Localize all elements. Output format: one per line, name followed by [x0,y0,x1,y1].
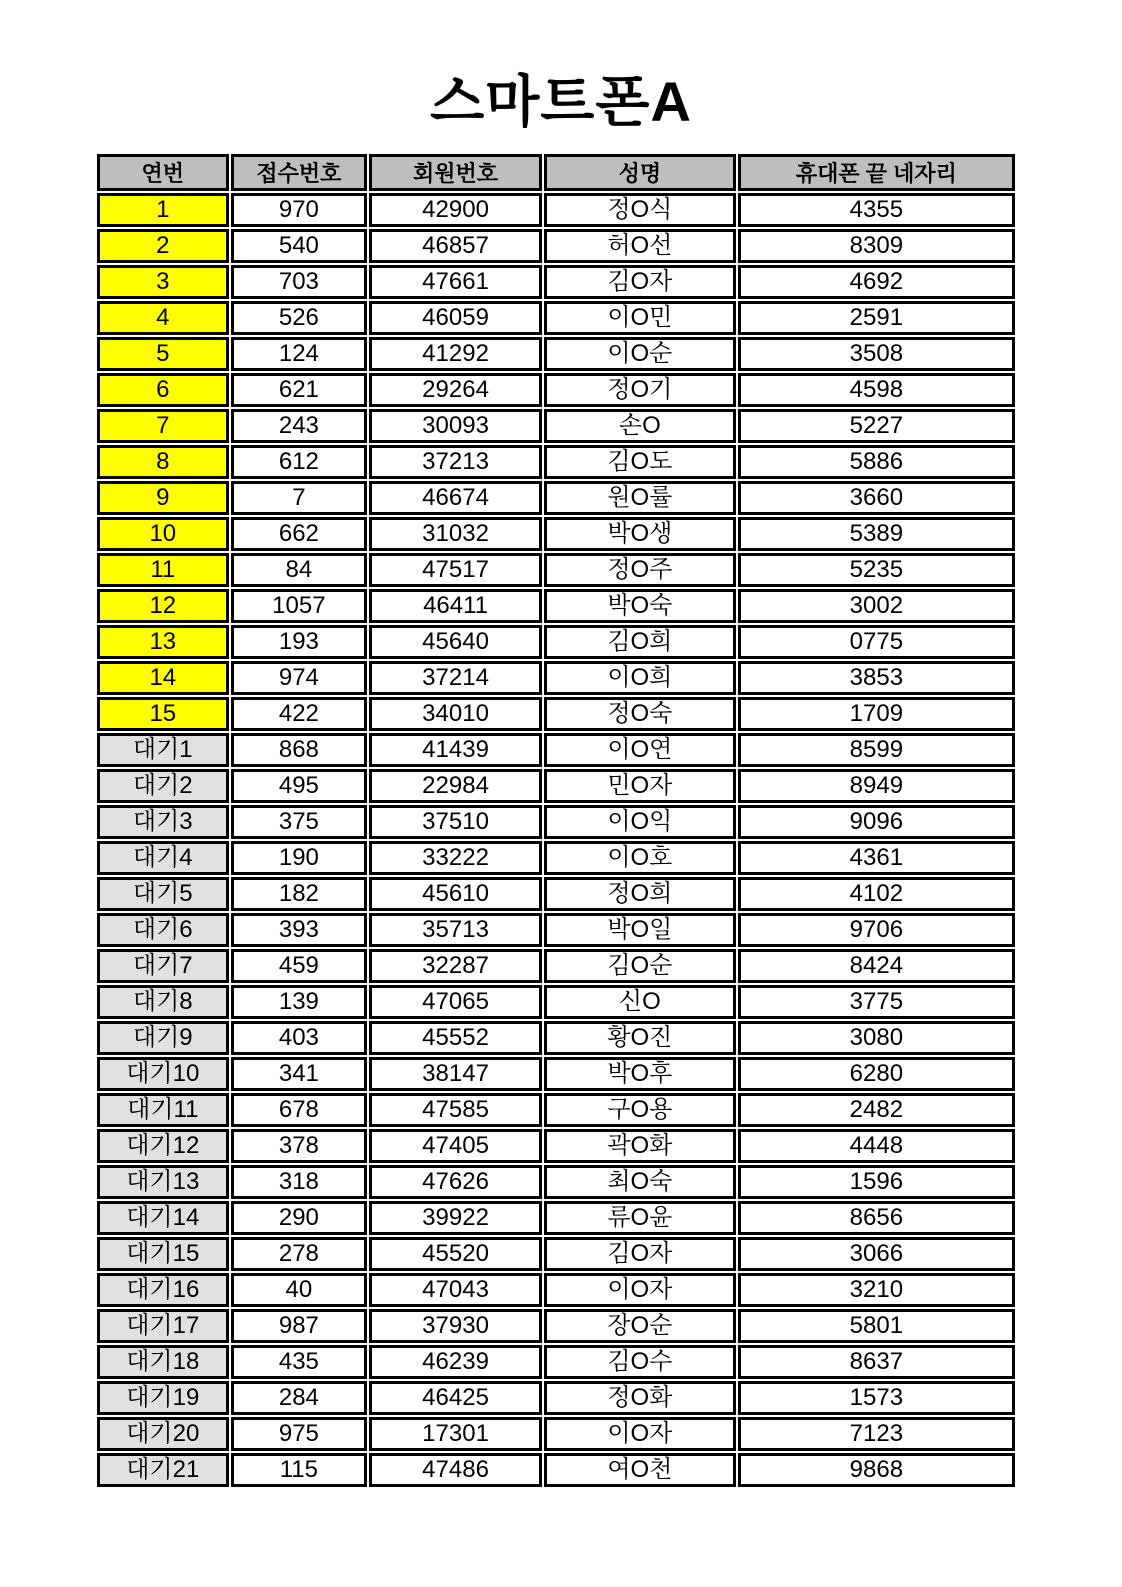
phone-cell: 8599 [738,733,1015,767]
col-header-phone: 휴대폰 끝 네자리 [738,154,1015,191]
receipt-cell: 378 [231,1129,368,1163]
phone-cell: 8949 [738,769,1015,803]
table-row [97,1021,1015,1055]
phone-cell: 6280 [738,1057,1015,1091]
name-cell: 허O선 [544,229,736,263]
table-row [97,193,1015,227]
serial-cell: 대기14 [97,1201,229,1235]
name-cell: 황O진 [544,1021,736,1055]
col-header-name: 성명 [544,154,736,191]
phone-cell: 5886 [738,445,1015,479]
receipt-cell: 290 [231,1201,368,1235]
member-cell: 47486 [369,1453,542,1487]
member-cell: 29264 [369,373,542,407]
serial-cell: 대기1 [97,733,229,767]
member-cell: 39922 [369,1201,542,1235]
name-cell: 류O윤 [544,1201,736,1235]
table-row [97,769,1015,803]
name-cell: 이O호 [544,841,736,875]
name-cell: 정O주 [544,553,736,587]
receipt-cell: 278 [231,1237,368,1271]
name-cell: 이O자 [544,1273,736,1307]
receipt-cell: 193 [231,625,368,659]
name-cell: 이O연 [544,733,736,767]
member-cell: 41439 [369,733,542,767]
serial-cell: 6 [97,373,229,407]
phone-cell: 9706 [738,913,1015,947]
roster-table [95,152,1017,1489]
member-cell: 32287 [369,949,542,983]
member-cell: 38147 [369,1057,542,1091]
member-cell: 37213 [369,445,542,479]
phone-cell: 5801 [738,1309,1015,1343]
name-cell: 김O자 [544,265,736,299]
name-cell: 이O익 [544,805,736,839]
serial-cell: 대기11 [97,1093,229,1127]
name-cell: 김O희 [544,625,736,659]
phone-cell: 8637 [738,1345,1015,1379]
table-row [97,265,1015,299]
serial-cell: 13 [97,625,229,659]
receipt-cell: 974 [231,661,368,695]
table-row [97,841,1015,875]
table-row [97,1381,1015,1415]
page-title: 스마트폰A [430,70,692,133]
receipt-cell: 375 [231,805,368,839]
phone-cell: 1709 [738,697,1015,731]
receipt-cell: 341 [231,1057,368,1091]
member-cell: 46239 [369,1345,542,1379]
name-cell: 정O희 [544,877,736,911]
receipt-cell: 139 [231,985,368,1019]
col-header-serial: 연번 [97,154,229,191]
receipt-cell: 703 [231,265,368,299]
member-cell: 17301 [369,1417,542,1451]
name-cell: 여O천 [544,1453,736,1487]
receipt-cell: 435 [231,1345,368,1379]
receipt-cell: 495 [231,769,368,803]
table-row [97,1093,1015,1127]
serial-cell: 대기4 [97,841,229,875]
member-cell: 33222 [369,841,542,875]
receipt-cell: 40 [231,1273,368,1307]
table-row [97,553,1015,587]
receipt-cell: 84 [231,553,368,587]
table-row [97,409,1015,443]
serial-cell: 4 [97,301,229,335]
receipt-cell: 526 [231,301,368,335]
phone-cell: 4448 [738,1129,1015,1163]
phone-cell: 1573 [738,1381,1015,1415]
serial-cell: 12 [97,589,229,623]
member-cell: 45520 [369,1237,542,1271]
col-header-receipt: 접수번호 [231,154,368,191]
table-row [97,985,1015,1019]
serial-cell: 14 [97,661,229,695]
member-cell: 31032 [369,517,542,551]
receipt-cell: 115 [231,1453,368,1487]
phone-cell: 5389 [738,517,1015,551]
member-cell: 37214 [369,661,542,695]
phone-cell: 4598 [738,373,1015,407]
receipt-cell: 403 [231,1021,368,1055]
serial-cell: 대기10 [97,1057,229,1091]
member-cell: 45552 [369,1021,542,1055]
receipt-cell: 7 [231,481,368,515]
member-cell: 41292 [369,337,542,371]
table-row [97,1201,1015,1235]
serial-cell: 대기12 [97,1129,229,1163]
name-cell: 정O기 [544,373,736,407]
serial-cell: 9 [97,481,229,515]
phone-cell: 4361 [738,841,1015,875]
phone-cell: 3660 [738,481,1015,515]
phone-cell: 3210 [738,1273,1015,1307]
table-row [97,1165,1015,1199]
receipt-cell: 612 [231,445,368,479]
serial-cell: 8 [97,445,229,479]
table-row [97,877,1015,911]
receipt-cell: 182 [231,877,368,911]
member-cell: 45640 [369,625,542,659]
serial-cell: 10 [97,517,229,551]
header-row [97,154,1015,191]
name-cell: 민O자 [544,769,736,803]
serial-cell: 대기8 [97,985,229,1019]
phone-cell: 4692 [738,265,1015,299]
receipt-cell: 678 [231,1093,368,1127]
member-cell: 46411 [369,589,542,623]
receipt-cell: 422 [231,697,368,731]
phone-cell: 9096 [738,805,1015,839]
name-cell: 박O생 [544,517,736,551]
receipt-cell: 987 [231,1309,368,1343]
table-body [97,193,1015,1487]
phone-cell: 0775 [738,625,1015,659]
table-row [97,589,1015,623]
phone-cell: 5235 [738,553,1015,587]
phone-cell: 1596 [738,1165,1015,1199]
name-cell: 김O도 [544,445,736,479]
member-cell: 47626 [369,1165,542,1199]
table-row [97,445,1015,479]
member-cell: 22984 [369,769,542,803]
name-cell: 정O숙 [544,697,736,731]
serial-cell: 대기16 [97,1273,229,1307]
member-cell: 47517 [369,553,542,587]
member-cell: 47043 [369,1273,542,1307]
table-row [97,1345,1015,1379]
receipt-cell: 459 [231,949,368,983]
serial-cell: 11 [97,553,229,587]
table-row [97,661,1015,695]
name-cell: 이O민 [544,301,736,335]
member-cell: 47661 [369,265,542,299]
serial-cell: 대기17 [97,1309,229,1343]
phone-cell: 3002 [738,589,1015,623]
member-cell: 46425 [369,1381,542,1415]
phone-cell: 3066 [738,1237,1015,1271]
phone-cell: 3853 [738,661,1015,695]
receipt-cell: 975 [231,1417,368,1451]
name-cell: 김O자 [544,1237,736,1271]
name-cell: 곽O화 [544,1129,736,1163]
serial-cell: 대기19 [97,1381,229,1415]
name-cell: 박O일 [544,913,736,947]
table-row [97,337,1015,371]
table-row [97,913,1015,947]
receipt-cell: 1057 [231,589,368,623]
member-cell: 46857 [369,229,542,263]
serial-cell: 대기6 [97,913,229,947]
serial-cell: 대기15 [97,1237,229,1271]
phone-cell: 9868 [738,1453,1015,1487]
table-row [97,1309,1015,1343]
serial-cell: 5 [97,337,229,371]
member-cell: 47405 [369,1129,542,1163]
name-cell: 장O순 [544,1309,736,1343]
member-cell: 30093 [369,409,542,443]
table-row [97,517,1015,551]
member-cell: 46059 [369,301,542,335]
receipt-cell: 124 [231,337,368,371]
table-row [97,1237,1015,1271]
serial-cell: 대기2 [97,769,229,803]
serial-cell: 대기13 [97,1165,229,1199]
serial-cell: 대기7 [97,949,229,983]
table-row [97,373,1015,407]
table-row [97,1057,1015,1091]
member-cell: 45610 [369,877,542,911]
table-row [97,625,1015,659]
name-cell: 정O화 [544,1381,736,1415]
table-row [97,1453,1015,1487]
receipt-cell: 284 [231,1381,368,1415]
serial-cell: 7 [97,409,229,443]
name-cell: 박O후 [544,1057,736,1091]
member-cell: 47585 [369,1093,542,1127]
phone-cell: 8309 [738,229,1015,263]
name-cell: 최O숙 [544,1165,736,1199]
serial-cell: 대기21 [97,1453,229,1487]
serial-cell: 15 [97,697,229,731]
phone-cell: 4102 [738,877,1015,911]
phone-cell: 7123 [738,1417,1015,1451]
serial-cell: 대기3 [97,805,229,839]
table-row [97,805,1015,839]
name-cell: 이O자 [544,1417,736,1451]
member-cell: 37510 [369,805,542,839]
col-header-member: 회원번호 [369,154,542,191]
receipt-cell: 868 [231,733,368,767]
receipt-cell: 540 [231,229,368,263]
phone-cell: 3775 [738,985,1015,1019]
serial-cell: 2 [97,229,229,263]
name-cell: 정O식 [544,193,736,227]
table-row [97,697,1015,731]
table-row [97,1273,1015,1307]
phone-cell: 3080 [738,1021,1015,1055]
name-cell: 김O순 [544,949,736,983]
receipt-cell: 393 [231,913,368,947]
serial-cell: 대기9 [97,1021,229,1055]
phone-cell: 5227 [738,409,1015,443]
member-cell: 34010 [369,697,542,731]
member-cell: 47065 [369,985,542,1019]
phone-cell: 2591 [738,301,1015,335]
table-row [97,481,1015,515]
name-cell: 김O수 [544,1345,736,1379]
name-cell: 신O [544,985,736,1019]
member-cell: 35713 [369,913,542,947]
name-cell: 구O용 [544,1093,736,1127]
serial-cell: 3 [97,265,229,299]
receipt-cell: 662 [231,517,368,551]
table-row [97,1129,1015,1163]
receipt-cell: 621 [231,373,368,407]
receipt-cell: 318 [231,1165,368,1199]
phone-cell: 3508 [738,337,1015,371]
receipt-cell: 243 [231,409,368,443]
table-header [97,154,1015,191]
member-cell: 46674 [369,481,542,515]
serial-cell: 1 [97,193,229,227]
phone-cell: 2482 [738,1093,1015,1127]
table-row [97,733,1015,767]
name-cell: 이O순 [544,337,736,371]
phone-cell: 8424 [738,949,1015,983]
receipt-cell: 190 [231,841,368,875]
receipt-cell: 970 [231,193,368,227]
table-row [97,1417,1015,1451]
serial-cell: 대기18 [97,1345,229,1379]
member-cell: 37930 [369,1309,542,1343]
table-row [97,949,1015,983]
serial-cell: 대기5 [97,877,229,911]
table-row [97,229,1015,263]
name-cell: 박O숙 [544,589,736,623]
member-cell: 42900 [369,193,542,227]
table-row [97,301,1015,335]
phone-cell: 8656 [738,1201,1015,1235]
phone-cell: 4355 [738,193,1015,227]
name-cell: 손O [544,409,736,443]
serial-cell: 대기20 [97,1417,229,1451]
name-cell: 이O희 [544,661,736,695]
name-cell: 원O률 [544,481,736,515]
